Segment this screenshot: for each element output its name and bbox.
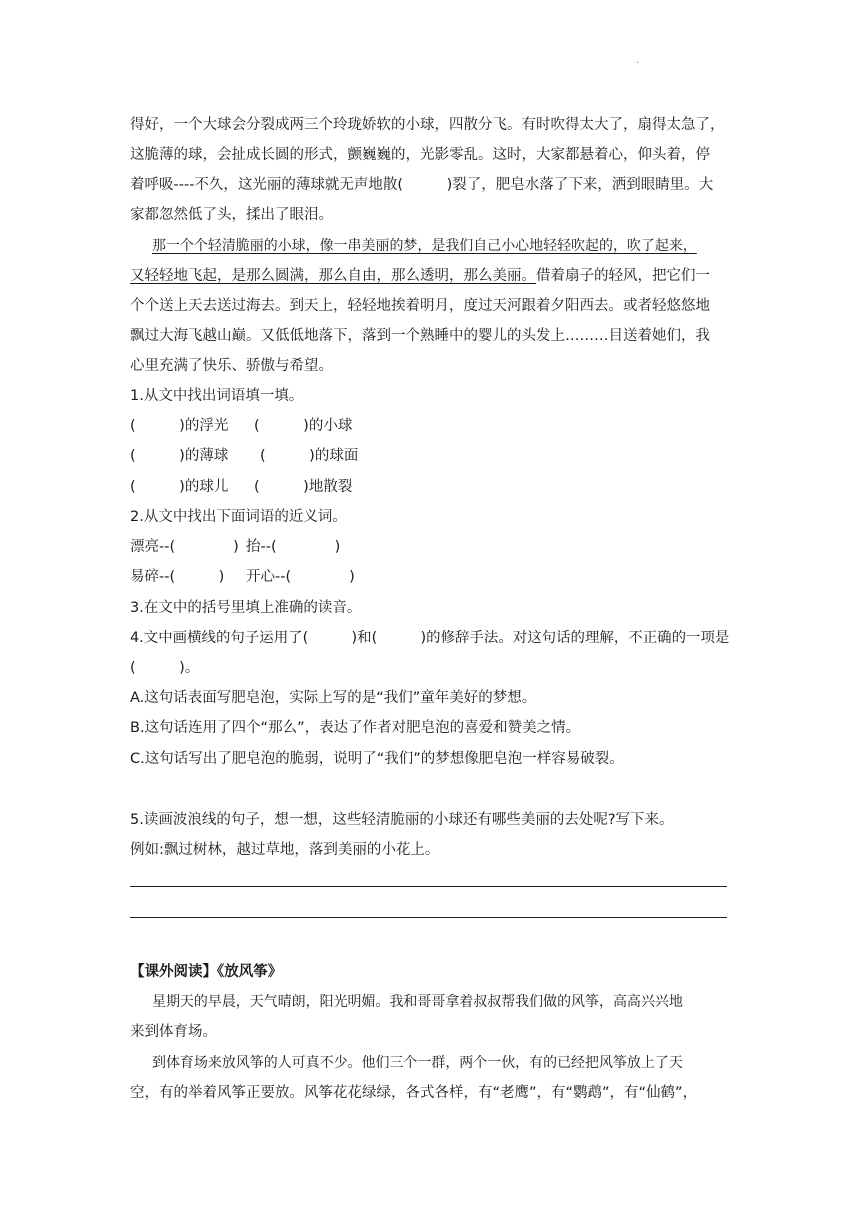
passage-line: 来到体育场。: [130, 1024, 217, 1040]
q2-item: 易碎--( ): [130, 569, 225, 585]
header-mark: ·: [636, 58, 640, 69]
passage-text: 借着扇子的轻风，把它们一: [536, 268, 710, 284]
q1-item: ( )的球儿: [130, 479, 229, 495]
q2-item: 漂亮--( ): [130, 539, 239, 555]
passage-line: 这脆薄的球，会扯成长圆的形式，颤巍巍的，光影零乱。这时，大家都悬着心，仰头着，停: [130, 147, 710, 163]
q1-item: ( )的小球: [254, 418, 353, 434]
answer-line: [130, 917, 727, 918]
q2-item: 开心--( ): [246, 569, 355, 585]
q1-item: ( )的浮光: [130, 418, 229, 434]
question-2-title: 2.从文中找出下面词语的近义词。: [130, 509, 347, 525]
passage-line-mixed: [130, 266, 730, 286]
passage-line: 得好，一个大球会分裂成两三个玲珑娇软的小球，四散分飞。有时吹得太大了，扇得太急了，: [130, 117, 725, 133]
section-heading: 【课外阅读】《放风筝》: [130, 964, 283, 980]
q1-item: ( )地散裂: [254, 479, 353, 495]
question-5-example: 例如:飘过树林，越过草地，落到美丽的小花上。: [130, 842, 440, 858]
option-c: C.这句话写出了肥皂泡的脆弱，说明了“我们”的梦想像肥皂泡一样容易破裂。: [130, 751, 624, 767]
question-4-title: 4.文中画横线的句子运用了( )和( )的修辞手法。对这句话的理解，不正确的一项是: [130, 630, 730, 646]
passage-line: 星期天的早晨，天气晴朗，阳光明媚。我和哥哥拿着叔叔帮我们做的风筝，高高兴兴地: [152, 994, 683, 1010]
passage-line: 个个送上天去送过海去。到天上，轻轻地挨着明月，度过天河跟着夕阳西去。或者轻悠悠地: [130, 298, 710, 314]
q1-item: ( )的球面: [260, 448, 359, 464]
passage-line: 着呼吸----不久，这光丽的薄球就无声地散( )裂了，肥皂水落了下来，洒到眼睛里。大: [130, 177, 714, 193]
question-5-title: 5.读画波浪线的句子，想一想，这些轻清脆丽的小球还有哪些美丽的去处呢?写下来。: [130, 812, 674, 828]
passage-line: 到体育场来放风筝的人可真不少。他们三个一群，两个一伙，有的已经把风筝放上了天: [152, 1055, 683, 1071]
passage-line: 心里充满了快乐、骄傲与希望。: [130, 358, 333, 374]
option-b: B.这句话连用了四个“那么”，表达了作者对肥皂泡的喜爱和赞美之情。: [130, 720, 581, 736]
answer-line: [130, 886, 727, 887]
option-a: A.这句话表面写肥皂泡，实际上写的是“我们”童年美好的梦想。: [130, 690, 537, 706]
q1-item: ( )的薄球: [130, 448, 229, 464]
underlined-sentence: 又轻轻地飞起，是那么圆满，那么自由，那么透明，那么美丽。: [130, 268, 536, 284]
passage-line: 空，有的举着风筝正要放。风筝花花绿绿，各式各样，有“老鹰”，有“鹦鹉”，有“仙鹤”，: [130, 1085, 698, 1101]
question-1-title: 1.从文中找出词语填一填。: [130, 388, 304, 404]
question-3-title: 3.在文中的括号里填上准确的读音。: [130, 600, 362, 616]
q2-item: 抬--( ): [246, 539, 341, 555]
passage-line: 家都忽然低了头，揉出了眼泪。: [130, 207, 333, 223]
passage-line: 飘过大海飞越山巅。又低低地落下，落到一个熟睡中的婴儿的头发上………目送着她们，我: [130, 328, 710, 344]
question-4-blank: ( )。: [130, 660, 200, 676]
underlined-sentence: 那一个个轻清脆丽的小球，像一串美丽的梦，是我们自己小心地轻轻吹起的，吹了起来，: [152, 238, 697, 254]
